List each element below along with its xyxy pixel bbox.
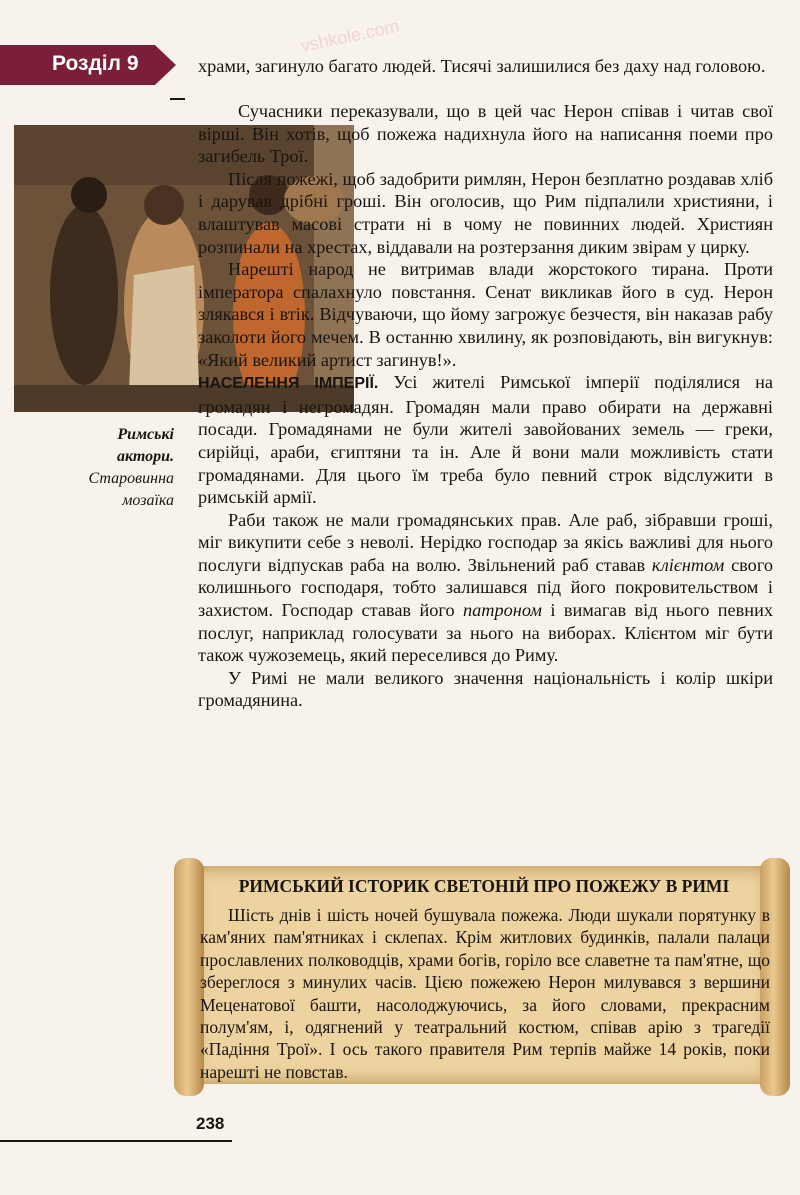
image-caption [70, 424, 174, 512]
term-client: клієнтом [651, 554, 725, 575]
paragraph-5: Усі жителі Римської імперії поділялися на громадян і негромадян. Громадян мали право обирати на державні посади. Громадянами не були жителі завойованих земель — греки, сирійці, араби, єгиптяни та ін. Але й вони мали можливість стати громадянами. Для цього їм треба було певний строк відслужити в римській армії. [198, 372, 774, 508]
section-heading: НАСЕЛЕННЯ ІМПЕРІЇ. [198, 375, 379, 393]
paragraph-6c: і вимагав від нього певних послуг, наприклад голосувати за нього на виборах. Клієнтом міг бути також чужоземець, який переселився до Риму. [198, 600, 774, 666]
section-label: Розділ 9 [52, 52, 139, 75]
paragraph-4: Нарешті народ не витримав влади жорстокого тирана. Проти імператора спалахнуло повстання. Сенат викликав його в суд. Нерон злякався і втік. Відчуваючи, що йому загрожує безчестя, він наказав рабу заколоти його мечем. В останню хвилину, як розповідають, він вигукнув: «Який великий артист загинув!». [198, 259, 773, 370]
divider [170, 98, 185, 100]
term-patron: патроном [463, 600, 542, 621]
paragraph-2: Сучасники переказували, що в цей час Нерон співав і читав свої вірші. Він хотів, щоб пожежа надихнула його на написання поеми про загибель Трої. [198, 101, 773, 167]
paragraph-3: Після пожежі, щоб задобрити римлян, Нерон безплатно роздавав хліб і дарував дрібні гроші. Він оголосив, що Рим підпалили християни, і влаштував масові страти ні в чому не повинних людей. Християн розпинали на хрестах, віддавали на розтерзання диким звірам у цирку. [198, 168, 773, 257]
source-text: Шість днів і шість ночей бушувала пожежа. Люди шукали порятунку в кам'яних пам'ятниках і склепах. Крім житлових будинків, палали палаци прославлених полководців, храми богів, горіло все славетне та пам'ятне, що збереглося з минулих часів. Цією пожежею Нерон милувався з вершини Меценатової башти, насолоджуючись, за його словами, прекрасним полум'ям, і, одягнений у театральний костюм, співав арію з трагедії «Падіння Трої». І ось такого правителя Рим терпів майже 14 років, поки нарешті не повстав. [200, 905, 770, 1082]
paragraph-6a: Раби також не мали громадянських прав. Але раб, зібравши гроші, міг викупити себе з неволі. Нерідко господар за якісь важливі для нього послуги відпускав раба на волю. Звільнений раб ставав [198, 509, 773, 575]
paragraph-6b: свого колишнього господаря, тобто залишався під його покровительством і захистом. Господар ставав його [198, 554, 774, 621]
source-title: РИМСЬКИЙ ІСТОРИК СВЕТОНІЙ ПРО ПОЖЕЖУ В РИМІ [238, 876, 730, 896]
page-number: 238 [196, 1114, 225, 1133]
body-text-right [198, 100, 773, 712]
caption-title: Римські актори. [116, 426, 174, 465]
paragraph-7: У Римі не мали великого значення національність і колір шкіри громадянина. [198, 667, 773, 711]
watermark: vshkole.com [298, 15, 401, 57]
paragraph-1: храми, загинуло багато людей. Тисячі залишилися без даху над головою. [198, 56, 766, 76]
source-text-block [200, 904, 770, 1083]
caption-text: Старовинна мозаїка [88, 470, 174, 509]
footer-rule [0, 1140, 232, 1142]
body-text-top [198, 55, 773, 78]
